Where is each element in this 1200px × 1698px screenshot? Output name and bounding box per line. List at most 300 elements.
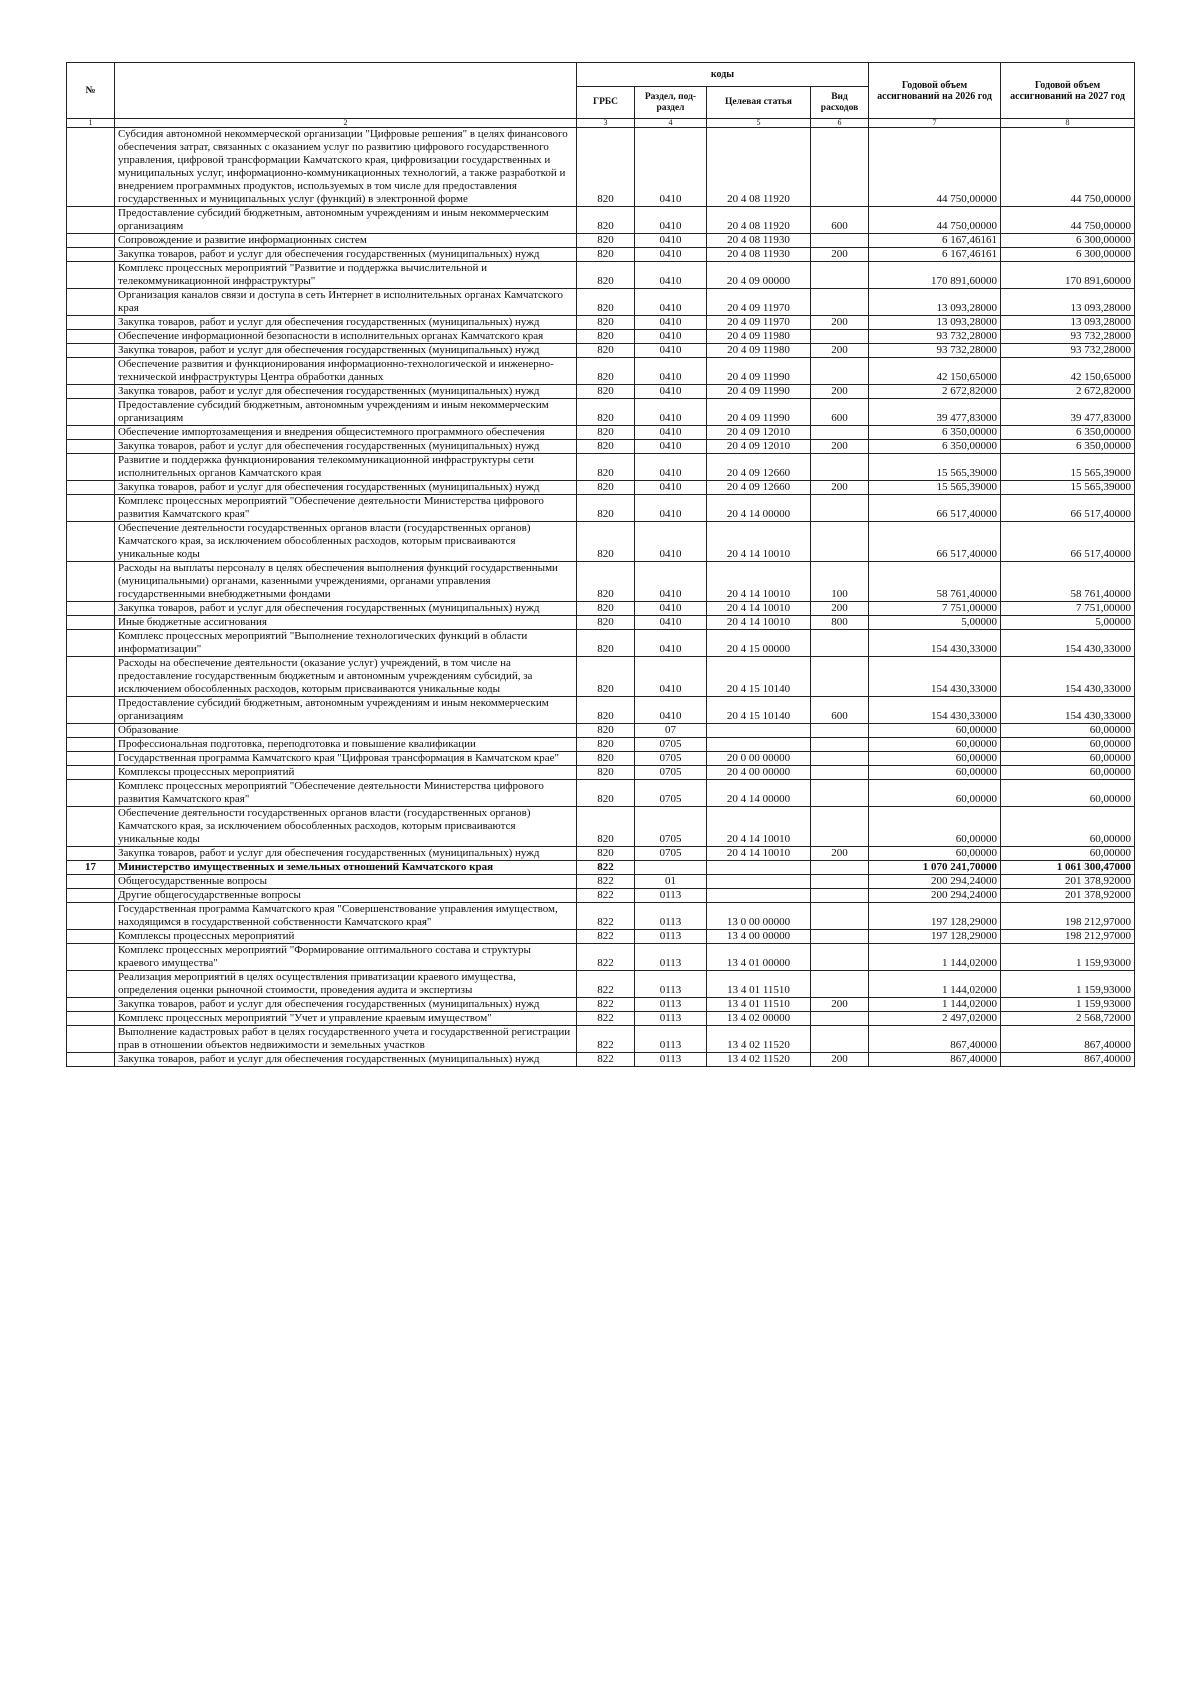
- row-expense-type: 200: [811, 481, 869, 495]
- row-number: [67, 358, 115, 385]
- row-number: [67, 616, 115, 630]
- row-grbs: 822: [577, 1012, 635, 1026]
- row-amount-2026: 39 477,83000: [869, 399, 1001, 426]
- row-target-article: 20 4 09 00000: [707, 262, 811, 289]
- row-number: [67, 399, 115, 426]
- row-name: Обеспечение развития и функционирования информационно-технологической и инженерно-технической инфраструктуры Центра обработки данных: [115, 358, 577, 385]
- row-target-article: [707, 889, 811, 903]
- table-row: [67, 481, 1135, 495]
- table-row: [67, 385, 1135, 399]
- row-name: Государственная программа Камчатского края "Совершенствование управления имуществом, находящимся в государственной собственности Камчатского края": [115, 903, 577, 930]
- table-row: [67, 289, 1135, 316]
- row-amount-2026: 1 144,02000: [869, 998, 1001, 1012]
- table-row: [67, 562, 1135, 602]
- row-name: Расходы на выплаты персоналу в целях обеспечения выполнения функций государственными (муниципальными) органами, казенными учреждениями, органами управления государственными внебюджетными фондами: [115, 562, 577, 602]
- row-razdel: 0705: [635, 780, 707, 807]
- row-amount-2027: 13 093,28000: [1001, 316, 1135, 330]
- row-razdel: 0113: [635, 889, 707, 903]
- row-target-article: [707, 724, 811, 738]
- row-target-article: 20 4 08 11930: [707, 234, 811, 248]
- row-grbs: 822: [577, 971, 635, 998]
- row-grbs: 820: [577, 262, 635, 289]
- row-name: Закупка товаров, работ и услуг для обеспечения государственных (муниципальных) нужд: [115, 847, 577, 861]
- row-razdel: 0410: [635, 602, 707, 616]
- row-expense-type: [811, 930, 869, 944]
- row-amount-2027: 93 732,28000: [1001, 344, 1135, 358]
- row-number: [67, 495, 115, 522]
- row-expense-type: [811, 522, 869, 562]
- row-expense-type: [811, 234, 869, 248]
- row-amount-2027: 66 517,40000: [1001, 522, 1135, 562]
- row-name: Министерство имущественных и земельных отношений Камчатского края: [115, 861, 577, 875]
- row-number: [67, 262, 115, 289]
- row-name: Обеспечение импортозамещения и внедрения общесистемного программного обеспечения: [115, 426, 577, 440]
- table-row: [67, 724, 1135, 738]
- row-grbs: 820: [577, 207, 635, 234]
- row-number: [67, 602, 115, 616]
- row-name: Выполнение кадастровых работ в целях государственного учета и государственной регистрации прав в отношении объектов недвижимости и земельных участков: [115, 1026, 577, 1053]
- table-row: [67, 875, 1135, 889]
- row-name: Комплекс процессных мероприятий "Выполнение технологических функций в области информатизации": [115, 630, 577, 657]
- row-amount-2027: 13 093,28000: [1001, 289, 1135, 316]
- row-amount-2026: 60,00000: [869, 738, 1001, 752]
- row-expense-type: [811, 358, 869, 385]
- row-amount-2026: 200 294,24000: [869, 889, 1001, 903]
- row-expense-type: [811, 752, 869, 766]
- row-expense-type: 200: [811, 440, 869, 454]
- row-amount-2026: 60,00000: [869, 766, 1001, 780]
- row-expense-type: [811, 262, 869, 289]
- table-row: [67, 766, 1135, 780]
- row-amount-2026: 867,40000: [869, 1053, 1001, 1067]
- row-amount-2026: 154 430,33000: [869, 630, 1001, 657]
- row-razdel: 0705: [635, 738, 707, 752]
- row-expense-type: [811, 971, 869, 998]
- table-row: [67, 234, 1135, 248]
- row-amount-2026: 197 128,29000: [869, 930, 1001, 944]
- row-number: [67, 481, 115, 495]
- row-expense-type: [811, 766, 869, 780]
- row-razdel: 0113: [635, 930, 707, 944]
- row-amount-2027: 154 430,33000: [1001, 630, 1135, 657]
- row-amount-2027: 201 378,92000: [1001, 889, 1135, 903]
- row-name: Комплекс процессных мероприятий "Формирование оптимального состава и структуры краевого имущества": [115, 944, 577, 971]
- row-target-article: 20 4 15 10140: [707, 697, 811, 724]
- row-target-article: 20 4 00 00000: [707, 766, 811, 780]
- row-amount-2026: 200 294,24000: [869, 875, 1001, 889]
- row-target-article: 20 4 08 11930: [707, 248, 811, 262]
- table-row: [67, 738, 1135, 752]
- row-expense-type: [811, 426, 869, 440]
- row-amount-2026: 60,00000: [869, 724, 1001, 738]
- row-name: Закупка товаров, работ и услуг для обеспечения государственных (муниципальных) нужд: [115, 998, 577, 1012]
- row-name: Закупка товаров, работ и услуг для обеспечения государственных (муниципальных) нужд: [115, 481, 577, 495]
- table-row: [67, 847, 1135, 861]
- table-body: [67, 128, 1135, 1067]
- row-target-article: 20 4 09 11970: [707, 316, 811, 330]
- row-grbs: 820: [577, 562, 635, 602]
- row-name: Комплексы процессных мероприятий: [115, 930, 577, 944]
- row-razdel: 0410: [635, 630, 707, 657]
- table-row: [67, 248, 1135, 262]
- row-amount-2027: 6 300,00000: [1001, 248, 1135, 262]
- row-name: Предоставление субсидий бюджетным, автономным учреждениям и иным некоммерческим организациям: [115, 697, 577, 724]
- row-grbs: 820: [577, 495, 635, 522]
- row-target-article: 20 4 15 10140: [707, 657, 811, 697]
- row-grbs: 820: [577, 780, 635, 807]
- row-amount-2026: 15 565,39000: [869, 454, 1001, 481]
- row-razdel: 0410: [635, 562, 707, 602]
- header-razdel: Раздел, под-раздел: [635, 87, 707, 119]
- row-amount-2027: 1 061 300,47000: [1001, 861, 1135, 875]
- row-expense-type: 800: [811, 616, 869, 630]
- row-grbs: 822: [577, 1053, 635, 1067]
- row-name: Закупка товаров, работ и услуг для обеспечения государственных (муниципальных) нужд: [115, 1053, 577, 1067]
- row-razdel: 0113: [635, 1012, 707, 1026]
- row-target-article: 20 4 09 12660: [707, 454, 811, 481]
- row-amount-2026: 867,40000: [869, 1026, 1001, 1053]
- row-grbs: 820: [577, 847, 635, 861]
- row-razdel: 0410: [635, 399, 707, 426]
- row-grbs: 820: [577, 330, 635, 344]
- row-grbs: 820: [577, 426, 635, 440]
- row-name: Обеспечение деятельности государственных органов власти (государственных органов) Камчатского края, за исключением обособленных расходов, которым присваиваются уникальные коды: [115, 522, 577, 562]
- row-amount-2026: 170 891,60000: [869, 262, 1001, 289]
- row-razdel: 0113: [635, 944, 707, 971]
- row-amount-2027: 201 378,92000: [1001, 875, 1135, 889]
- row-target-article: [707, 738, 811, 752]
- table-row: [67, 971, 1135, 998]
- row-number: [67, 207, 115, 234]
- row-target-article: 20 4 14 10010: [707, 616, 811, 630]
- row-amount-2026: 154 430,33000: [869, 697, 1001, 724]
- row-number: [67, 1012, 115, 1026]
- row-target-article: 20 4 08 11920: [707, 207, 811, 234]
- row-amount-2026: 6 167,46161: [869, 248, 1001, 262]
- row-expense-type: [811, 454, 869, 481]
- row-amount-2027: 6 350,00000: [1001, 440, 1135, 454]
- row-name: Предоставление субсидий бюджетным, автономным учреждениям и иным некоммерческим организациям: [115, 399, 577, 426]
- row-razdel: 0410: [635, 289, 707, 316]
- row-number: [67, 128, 115, 207]
- table-row: [67, 262, 1135, 289]
- row-target-article: 13 4 02 11520: [707, 1026, 811, 1053]
- row-name: Образование: [115, 724, 577, 738]
- row-target-article: 20 0 00 00000: [707, 752, 811, 766]
- table-row: [67, 889, 1135, 903]
- row-target-article: 20 4 09 11970: [707, 289, 811, 316]
- row-target-article: 13 4 02 11520: [707, 1053, 811, 1067]
- row-grbs: 820: [577, 358, 635, 385]
- table-row: [67, 657, 1135, 697]
- row-amount-2026: 44 750,00000: [869, 207, 1001, 234]
- row-expense-type: [811, 630, 869, 657]
- row-grbs: 822: [577, 875, 635, 889]
- table-row: [67, 752, 1135, 766]
- row-amount-2026: 6 350,00000: [869, 426, 1001, 440]
- row-number: [67, 1053, 115, 1067]
- row-target-article: 13 4 01 11510: [707, 971, 811, 998]
- table-row: [67, 697, 1135, 724]
- header-2027: Годовой объем ассигнований на 2027 год: [1001, 63, 1135, 119]
- row-amount-2026: 2 497,02000: [869, 1012, 1001, 1026]
- row-expense-type: [811, 903, 869, 930]
- row-grbs: 820: [577, 630, 635, 657]
- row-target-article: 20 4 14 10010: [707, 847, 811, 861]
- row-grbs: 822: [577, 861, 635, 875]
- row-name: Закупка товаров, работ и услуг для обеспечения государственных (муниципальных) нужд: [115, 316, 577, 330]
- column-number: 8: [1001, 119, 1135, 128]
- row-amount-2026: 42 150,65000: [869, 358, 1001, 385]
- row-razdel: 0410: [635, 481, 707, 495]
- row-target-article: 20 4 09 11980: [707, 344, 811, 358]
- row-number: [67, 724, 115, 738]
- row-expense-type: 200: [811, 602, 869, 616]
- table-row: [67, 807, 1135, 847]
- row-target-article: 20 4 14 10010: [707, 602, 811, 616]
- table-row: [67, 316, 1135, 330]
- row-expense-type: [811, 861, 869, 875]
- table-row: [67, 440, 1135, 454]
- row-razdel: 0410: [635, 248, 707, 262]
- row-target-article: 20 4 09 11990: [707, 399, 811, 426]
- row-amount-2027: 7 751,00000: [1001, 602, 1135, 616]
- row-target-article: 20 4 14 10010: [707, 562, 811, 602]
- table-row: [67, 426, 1135, 440]
- row-target-article: 20 4 14 00000: [707, 495, 811, 522]
- header-grbs: ГРБС: [577, 87, 635, 119]
- row-razdel: 0705: [635, 752, 707, 766]
- row-name: Иные бюджетные ассигнования: [115, 616, 577, 630]
- row-grbs: 820: [577, 697, 635, 724]
- row-name: Развитие и поддержка функционирования телекоммуникационной инфраструктуры сети исполнительных органов Камчатского края: [115, 454, 577, 481]
- row-expense-type: [811, 1012, 869, 1026]
- row-amount-2027: 6 350,00000: [1001, 426, 1135, 440]
- row-name: Государственная программа Камчатского края "Цифровая трансформация в Камчатском крае": [115, 752, 577, 766]
- row-grbs: 822: [577, 1026, 635, 1053]
- row-razdel: 0113: [635, 903, 707, 930]
- row-expense-type: [811, 889, 869, 903]
- row-number: [67, 289, 115, 316]
- row-number: [67, 344, 115, 358]
- row-name: Закупка товаров, работ и услуг для обеспечения государственных (муниципальных) нужд: [115, 248, 577, 262]
- table-row: [67, 1026, 1135, 1053]
- row-grbs: 820: [577, 616, 635, 630]
- row-target-article: 20 4 09 12010: [707, 440, 811, 454]
- table-header: [67, 63, 1135, 128]
- row-razdel: 0410: [635, 454, 707, 481]
- row-amount-2026: 44 750,00000: [869, 128, 1001, 207]
- table-row: [67, 128, 1135, 207]
- row-target-article: [707, 875, 811, 889]
- row-amount-2027: 44 750,00000: [1001, 128, 1135, 207]
- row-number: [67, 522, 115, 562]
- row-name: Реализация мероприятий в целях осуществления приватизации краевого имущества, определения оценки рыночной стоимости, проведения аудита и экспертизы: [115, 971, 577, 998]
- row-amount-2026: 13 093,28000: [869, 316, 1001, 330]
- header-codes: коды: [577, 63, 869, 87]
- column-number: 6: [811, 119, 869, 128]
- table-row: [67, 495, 1135, 522]
- row-expense-type: [811, 1026, 869, 1053]
- column-number: 4: [635, 119, 707, 128]
- row-target-article: 13 4 02 00000: [707, 1012, 811, 1026]
- row-expense-type: 200: [811, 248, 869, 262]
- table-row: [67, 344, 1135, 358]
- row-razdel: 0410: [635, 330, 707, 344]
- row-amount-2027: 154 430,33000: [1001, 697, 1135, 724]
- row-expense-type: [811, 128, 869, 207]
- row-amount-2026: 13 093,28000: [869, 289, 1001, 316]
- row-amount-2026: 60,00000: [869, 807, 1001, 847]
- table-row: [67, 358, 1135, 385]
- row-amount-2027: 60,00000: [1001, 738, 1135, 752]
- row-amount-2026: 6 350,00000: [869, 440, 1001, 454]
- row-amount-2027: 15 565,39000: [1001, 454, 1135, 481]
- table-row: [67, 1012, 1135, 1026]
- row-amount-2026: 60,00000: [869, 847, 1001, 861]
- row-expense-type: 600: [811, 207, 869, 234]
- row-amount-2027: 1 159,93000: [1001, 998, 1135, 1012]
- row-target-article: 13 0 00 00000: [707, 903, 811, 930]
- row-name: Комплекс процессных мероприятий "Учет и управление краевым имуществом": [115, 1012, 577, 1026]
- row-name: Закупка товаров, работ и услуг для обеспечения государственных (муниципальных) нужд: [115, 602, 577, 616]
- row-number: [67, 562, 115, 602]
- row-razdel: 0410: [635, 657, 707, 697]
- row-grbs: 820: [577, 248, 635, 262]
- column-numbers-row: [67, 119, 1135, 128]
- row-target-article: 20 4 09 12010: [707, 426, 811, 440]
- row-amount-2027: 60,00000: [1001, 807, 1135, 847]
- row-amount-2027: 170 891,60000: [1001, 262, 1135, 289]
- row-target-article: 20 4 09 11990: [707, 385, 811, 399]
- row-target-article: 13 4 00 00000: [707, 930, 811, 944]
- row-name: Закупка товаров, работ и услуг для обеспечения государственных (муниципальных) нужд: [115, 385, 577, 399]
- row-razdel: 0410: [635, 440, 707, 454]
- row-razdel: 0705: [635, 847, 707, 861]
- column-number: 7: [869, 119, 1001, 128]
- row-number: [67, 630, 115, 657]
- row-razdel: 0410: [635, 344, 707, 358]
- row-grbs: 820: [577, 752, 635, 766]
- row-name: Профессиональная подготовка, переподготовка и повышение квалификации: [115, 738, 577, 752]
- table-row: [67, 998, 1135, 1012]
- row-amount-2027: 6 300,00000: [1001, 234, 1135, 248]
- row-amount-2027: 58 761,40000: [1001, 562, 1135, 602]
- table-row: [67, 602, 1135, 616]
- row-amount-2027: 15 565,39000: [1001, 481, 1135, 495]
- row-expense-type: [811, 944, 869, 971]
- row-razdel: 0410: [635, 128, 707, 207]
- row-amount-2027: 1 159,93000: [1001, 944, 1135, 971]
- row-name: Обеспечение деятельности государственных органов власти (государственных органов) Камчатского края, за исключением обособленных расходов, которым присваиваются уникальные коды: [115, 807, 577, 847]
- row-target-article: 20 4 14 00000: [707, 780, 811, 807]
- row-expense-type: 600: [811, 697, 869, 724]
- row-grbs: 820: [577, 440, 635, 454]
- row-number: [67, 875, 115, 889]
- row-number: [67, 248, 115, 262]
- row-amount-2026: 66 517,40000: [869, 495, 1001, 522]
- row-name: Другие общегосударственные вопросы: [115, 889, 577, 903]
- row-grbs: 822: [577, 903, 635, 930]
- header-no: №: [67, 63, 115, 119]
- table-row: [67, 630, 1135, 657]
- row-razdel: 07: [635, 724, 707, 738]
- row-amount-2027: 60,00000: [1001, 780, 1135, 807]
- row-amount-2027: 60,00000: [1001, 724, 1135, 738]
- row-grbs: 820: [577, 657, 635, 697]
- row-number: [67, 697, 115, 724]
- row-name: Комплекс процессных мероприятий "Развитие и поддержка вычислительной и телекоммуникационной инфраструктуры": [115, 262, 577, 289]
- row-expense-type: [811, 875, 869, 889]
- row-target-article: 20 4 09 12660: [707, 481, 811, 495]
- row-expense-type: [811, 495, 869, 522]
- row-amount-2027: 2 568,72000: [1001, 1012, 1135, 1026]
- row-expense-type: 200: [811, 344, 869, 358]
- row-amount-2026: 197 128,29000: [869, 903, 1001, 930]
- row-target-article: 13 4 01 11510: [707, 998, 811, 1012]
- row-name: Организация каналов связи и доступа в сеть Интернет в исполнительных органах Камчатского края: [115, 289, 577, 316]
- row-amount-2026: 6 167,46161: [869, 234, 1001, 248]
- row-number: [67, 889, 115, 903]
- row-grbs: 820: [577, 454, 635, 481]
- table-row: [67, 616, 1135, 630]
- row-expense-type: 200: [811, 998, 869, 1012]
- row-target-article: 13 4 01 00000: [707, 944, 811, 971]
- row-amount-2027: 1 159,93000: [1001, 971, 1135, 998]
- table-row: [67, 454, 1135, 481]
- row-razdel: 0410: [635, 495, 707, 522]
- row-amount-2027: 60,00000: [1001, 766, 1135, 780]
- row-grbs: 822: [577, 944, 635, 971]
- row-razdel: 01: [635, 875, 707, 889]
- row-razdel: 0705: [635, 807, 707, 847]
- row-amount-2027: 39 477,83000: [1001, 399, 1135, 426]
- row-name: Расходы на обеспечение деятельности (оказание услуг) учреждений, в том числе на предоставление государственным бюджетным и автономным учреждениям субсидий, за исключением обособленных расходов, которым присваиваются уникальные коды: [115, 657, 577, 697]
- row-number: [67, 330, 115, 344]
- row-amount-2026: 2 672,82000: [869, 385, 1001, 399]
- row-grbs: 822: [577, 998, 635, 1012]
- row-name: Комплекс процессных мероприятий "Обеспечение деятельности Министерства цифрового развития Камчатского края": [115, 780, 577, 807]
- row-target-article: 20 4 14 10010: [707, 807, 811, 847]
- row-amount-2026: 5,00000: [869, 616, 1001, 630]
- row-grbs: 820: [577, 385, 635, 399]
- row-number: [67, 930, 115, 944]
- row-amount-2027: 44 750,00000: [1001, 207, 1135, 234]
- row-amount-2027: 867,40000: [1001, 1026, 1135, 1053]
- row-expense-type: [811, 780, 869, 807]
- row-grbs: 820: [577, 344, 635, 358]
- table-row: [67, 780, 1135, 807]
- row-amount-2026: 1 144,02000: [869, 944, 1001, 971]
- row-expense-type: 200: [811, 316, 869, 330]
- header-name: [115, 63, 577, 119]
- table-row: [67, 522, 1135, 562]
- table-row: [67, 861, 1135, 875]
- row-target-article: 20 4 09 11980: [707, 330, 811, 344]
- row-name: Сопровождение и развитие информационных систем: [115, 234, 577, 248]
- row-name: Комплекс процессных мероприятий "Обеспечение деятельности Министерства цифрового развития Камчатского края": [115, 495, 577, 522]
- column-number: 5: [707, 119, 811, 128]
- row-amount-2026: 154 430,33000: [869, 657, 1001, 697]
- row-expense-type: [811, 738, 869, 752]
- row-razdel: 0410: [635, 358, 707, 385]
- row-number: [67, 1026, 115, 1053]
- row-amount-2026: 60,00000: [869, 780, 1001, 807]
- row-number: [67, 454, 115, 481]
- row-amount-2027: 2 672,82000: [1001, 385, 1135, 399]
- row-razdel: 0113: [635, 971, 707, 998]
- row-razdel: 0410: [635, 697, 707, 724]
